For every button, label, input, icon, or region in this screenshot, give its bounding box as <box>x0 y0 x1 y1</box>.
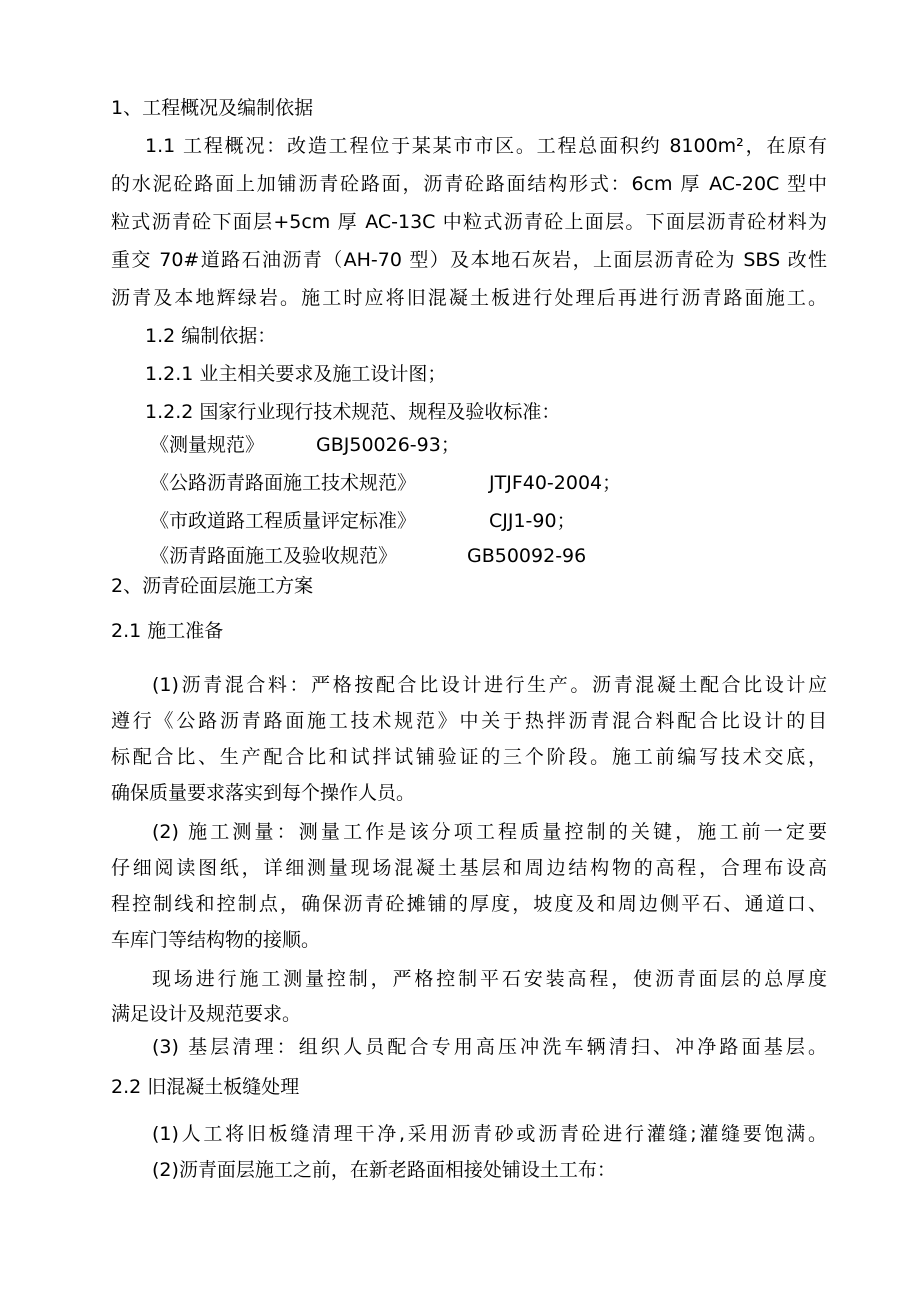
paragraph-2-2-1: (1)人工将旧板缝清理干净,采用沥青砂或沥青砼进行灌缝;灌缝要饱满。 <box>152 1123 827 1145</box>
paragraph-1-1-line: 1.1 工程概况：改造工程位于某某市市区。工程总面积约 8100m²，在原有 <box>145 135 827 157</box>
section-2-heading: 2、沥青砼面层施工方案 <box>111 575 314 597</box>
paragraph-1-1-line: 重交 70#道路石油沥青（AH-70 型）及本地石灰岩，上面层沥青砼为 SBS 改性 <box>111 249 827 271</box>
paragraph-1-1-line: 的水泥砼路面上加铺沥青砼路面，沥青砼路面结构形式：6cm 厚 AC-20C 型中 <box>111 173 827 195</box>
standard-name: 《沥青路面施工及验收规范》 <box>150 545 398 567</box>
paragraph-2-1-2-line: 车库门等结构物的接顺。 <box>111 929 321 951</box>
standard-code: JTJF40-2004； <box>489 472 622 494</box>
paragraph-2-2-2: (2)沥青面层施工之前，在新老路面相接处铺设土工布： <box>152 1159 616 1181</box>
section-1-2-heading: 1.2 编制依据： <box>145 325 277 347</box>
section-2-2-heading: 2.2 旧混凝土板缝处理 <box>111 1076 300 1098</box>
paragraph-2-1-2-line: 仔细阅读图纸，详细测量现场混凝土基层和周边结构物的高程，合理布设高 <box>111 857 827 879</box>
paragraph-1-1-line: 粒式沥青砼下面层+5cm 厚 AC-13C 中粒式沥青砼上面层。下面层沥青砼材料为 <box>111 211 827 233</box>
paragraph-survey-control-line: 现场进行施工测量控制，严格控制平石安装高程，使沥青面层的总厚度 <box>152 968 827 990</box>
item-1-2-2: 1.2.2 国家行业现行技术规范、规程及验收标准： <box>145 401 561 423</box>
standard-code: GBJ50026-93； <box>316 434 460 456</box>
paragraph-2-1-3: (3) 基层清理：组织人员配合专用高压冲洗车辆清扫、冲净路面基层。 <box>152 1036 827 1058</box>
standard-name: 《公路沥青路面施工技术规范》 <box>150 472 417 494</box>
standard-code: CJJ1-90； <box>489 510 576 532</box>
paragraph-2-1-1-line: 遵行《公路沥青路面施工技术规范》中关于热拌沥青混合料配合比设计的目 <box>111 710 827 732</box>
paragraph-2-1-1-line: (1)沥青混合料：严格按配合比设计进行生产。沥青混凝土配合比设计应 <box>152 674 827 696</box>
standard-name: 《测量规范》 <box>150 434 265 456</box>
paragraph-survey-control-line: 满足设计及规范要求。 <box>111 1003 302 1025</box>
paragraph-2-1-1-line: 确保质量要求落实到每个操作人员。 <box>111 782 416 804</box>
paragraph-2-1-2-line: 程控制线和控制点，确保沥青砼摊铺的厚度，坡度及和周边侧平石、通道口、 <box>111 893 827 915</box>
item-1-2-1: 1.2.1 业主相关要求及施工设计图； <box>145 363 447 385</box>
section-2-1-heading: 2.1 施工准备 <box>111 620 224 642</box>
paragraph-1-1-line: 沥青及本地辉绿岩。施工时应将旧混凝土板进行处理后再进行沥青路面施工。 <box>111 287 827 309</box>
paragraph-2-1-1-line: 标配合比、生产配合比和试拌试铺验证的三个阶段。施工前编写技术交底， <box>111 746 827 768</box>
section-1-heading: 1、工程概况及编制依据 <box>111 97 314 119</box>
paragraph-2-1-2-line: (2) 施工测量：测量工作是该分项工程质量控制的关键，施工前一定要 <box>152 821 827 843</box>
standard-name: 《市政道路工程质量评定标准》 <box>150 510 417 532</box>
standard-code: GB50092-96 <box>467 545 587 567</box>
